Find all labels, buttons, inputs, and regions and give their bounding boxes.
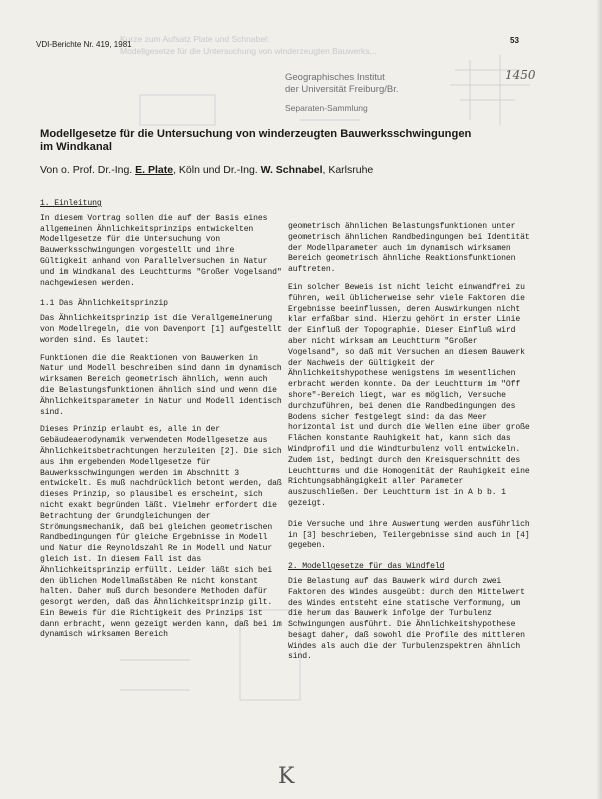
- paper-title: [40, 128, 570, 154]
- series-label: VDI-Berichte Nr. 419, 1981: [36, 40, 132, 49]
- left-paragraph-3: Funktionen die die Reaktionen von Bauwerken in Natur und Modell beschreiben sind dann im dynamisch wirksamen Bereich geometrisch ähnlich, wenn auch die Belastungsfunktionen ähnlich sind und wenn die Ähnlichkeitsparameter in Natur und Modell identisch sind.: [40, 353, 282, 417]
- title-line-1: Modellgesetze für die Untersuchung von winderzeugten Bauwerksschwingungen: [40, 128, 472, 140]
- author-2: W. Schnabel: [260, 164, 323, 176]
- right-paragraph-4: Die Belastung auf das Bauwerk wird durch zwei Faktoren des Windes ausgeübt: durch den Mittelwert des Windes entsteht eine statische Verformung, um die herum das Bauwerk infolge der Turbulenz Schwingungen ausführt. Die Ähnlichkeitshypothese besagt daher, daß sowohl die Profile des mittleren Windes als auch die der Turbulenzspektren ähnlich sind.: [288, 576, 525, 662]
- stamp-line-1: Geographisches Institut: [285, 72, 385, 83]
- left-paragraph-1: In diesem Vortrag sollen die auf der Basis eines allgemeinen Ähnlichkeitsprinzips entwickelten Modellgesetze für die Untersuchung von Bauwerksschwingungen vorgestellt und ihre Gültigkeit anhand von Parallelversuchen in Natur und im Windkanal des Leuchtturms "Großer Vogelsand" nachgewiesen werden.: [40, 213, 282, 288]
- section-heading-1-1: 1.1 Das Ähnlichkeitsprinzip: [40, 299, 168, 309]
- author-2-city: , Karlsruhe: [322, 164, 374, 176]
- page-edge-right: [596, 0, 602, 799]
- author-1: E. Plate: [135, 164, 174, 176]
- right-paragraph-3: Die Versuche und ihre Auswertung werden ausführlich in [3] beschrieben, Teilergebnisse sind auch in [4] gegeben.: [288, 519, 530, 551]
- title-line-2: im Windkanal: [40, 141, 113, 153]
- left-paragraph-4: Dieses Prinzip erlaubt es, alle in der Gebäudeaerodynamik verwendeten Modellgesetze aus Ähnlichkeitsbetrachtungen herzuleiten [2]. Die sich aus ihm ergebenden Modellgesetze für Bauwerksschwingungen werden im Abschnitt 3 entwickelt. Es muß nachdrücklich betont werden, daß dieses Prinzip, so plausibel es erscheint, sich nicht exakt begründen läßt. Vielmehr erfordert die Betrachtung der Grundgleichungen der Strömungsmechanik, daß bei gleichen geometrischen Randbedingungen für gleiche Ergebnisse in Modell und Natur die Reynoldszahl Re in Modell und Natur gleich ist. In diesem Fall ist das Ähnlichkeitsprinzip erfüllt. Leider läßt sich bei den üblichen Modellmaßstäben Re nicht konstant halten. Daher muß durch besondere Methoden dafür gesorgt werden, daß das Ähnlichkeitsprinzip gilt. Ein Beweis für die Richtigkeit des Prinzips ist dann erbracht, wenn gezeigt werden kann, daß bei im dynamisch wirksamen Bereich: [40, 425, 282, 640]
- page-number: 53: [510, 36, 519, 45]
- right-paragraph-2: Ein solcher Beweis ist nicht leicht einwandfrei zu führen, weil üblicherweise sehr viele Faktoren die Ergebnisse beeinflussen, deren Auswirkungen nicht klar erfaßbar sind. Hierzu gehört in erster Linie der Einfluß der Topographie. Dieser Einfluß wird aber nicht wirksam am Leuchtturm "Großer Vogelsand", so daß mit Versuchen an diesem Bauwerk der Nachweis der Gültigkeit der Ähnlichkeitshypothese wenigstens im wesentlichen erbracht werden konnte. Da der Leuchtturm im "Off shore"-Bereich liegt, war es möglich, Versuche durchzuführen, bei denen die Randbedingungen des Bodens sicher festgelegt sind: da das Meer horizontal ist und durch die Wellen eine über große Flächen konstante Rauhigkeit hat, kann sich das Windprofil und die Windturbulenz voll entwickeln. Zudem ist, bedingt durch den Kreisquerschnitt des Leuchtturms und die Homogenität der Rauhigkeit eine Richtungsabhängigkeit aller Parameter auszuschließen. Der Leuchtturm ist in A b b. 1 gezeigt.: [288, 282, 530, 508]
- show-through-line-1: Kurze zum Aufsatz Plate und Schnabel:: [120, 34, 270, 44]
- handwritten-mark: K: [278, 764, 295, 789]
- author-1-city: , Köln und Dr.-Ing.: [173, 164, 258, 176]
- stamp-line-2: der Universität Freiburg/Br.: [285, 84, 399, 95]
- authors-prefix: Von o. Prof. Dr.-Ing.: [40, 164, 133, 176]
- right-column: [288, 222, 532, 752]
- author-line: [40, 164, 373, 176]
- left-column: [40, 199, 282, 751]
- section-heading-1: 1. Einleitung: [40, 199, 102, 208]
- handwritten-number: 1450: [505, 68, 536, 82]
- right-paragraph-1: geometrisch ähnlichen Belastungsfunktionen unter geometrisch ähnlichen Randbedingungen bei Identität der Modellparameter auch im dynamisch wirksamen Bereich geometrisch ähnliche Reaktionsfunktionen auftreten.: [288, 222, 530, 275]
- show-through-line-2: Modellgesetze für die Untersuchung von winderzeugten Bauwerks...: [120, 46, 377, 56]
- left-paragraph-2: Das Ähnlichkeitsprinzip ist die Verallgemeinerung von Modellregeln, die von Davenport [1] aufgestellt worden sind. Es lautet:: [40, 314, 282, 345]
- institute-stamp: [285, 72, 399, 114]
- stamp-line-3: Separaten-Sammlung: [285, 103, 368, 113]
- section-heading-2: 2. Modellgesetze für das Windfeld: [288, 562, 445, 572]
